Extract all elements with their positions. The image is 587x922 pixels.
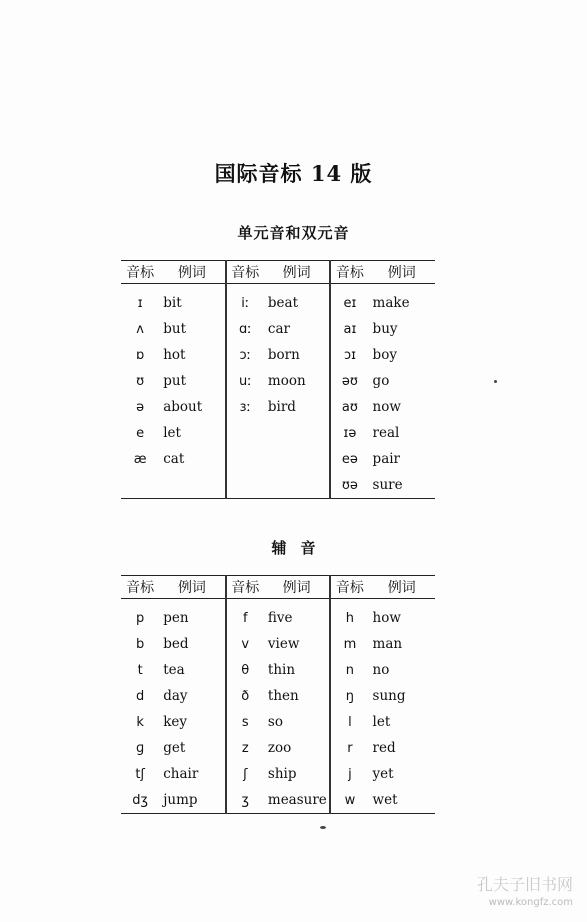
example-word: man	[372, 636, 403, 652]
phonetic-symbol: eɪ	[343, 295, 357, 311]
phonetic-symbol: ʊə	[330, 472, 368, 499]
example-word: bird	[264, 394, 330, 420]
header-example: 例词	[264, 261, 330, 284]
example-word: cat	[159, 446, 225, 472]
watermark-text: 孔夫子旧书网	[476, 875, 573, 894]
phonetic-symbol: h	[345, 610, 355, 626]
table-row	[121, 599, 435, 632]
phonetic-symbol: ŋ	[345, 688, 355, 704]
phonetic-symbol: ɑː	[238, 321, 252, 337]
example-word: jump	[159, 787, 225, 814]
phonetic-symbol: θ	[241, 662, 250, 678]
table-row	[121, 631, 435, 657]
phonetic-symbol: dʒ	[121, 787, 159, 814]
table-row	[121, 657, 435, 683]
header-example: 例词	[264, 576, 330, 599]
phonetic-symbol: b	[135, 636, 145, 652]
phonetic-symbol: ə	[136, 399, 145, 415]
consonants-table	[121, 575, 435, 814]
phonetic-symbol: æ	[133, 451, 147, 467]
phonetic-symbol: ɡ	[135, 740, 145, 756]
example-word: make	[372, 295, 410, 311]
phonetic-symbol: uː	[238, 373, 252, 389]
example-word: measure	[264, 787, 330, 814]
phonetic-symbol: t	[137, 662, 143, 678]
header-symbol: 音标	[226, 261, 264, 284]
phonetic-symbol: j	[348, 766, 352, 782]
phonetic-symbol	[226, 446, 264, 472]
example-word	[159, 472, 225, 499]
table-row	[121, 342, 435, 368]
table-row	[121, 683, 435, 709]
vowels-heading: 单元音和双元音	[237, 224, 350, 242]
example-word: now	[372, 399, 401, 415]
table-row	[121, 761, 435, 787]
example-word: chair	[159, 761, 225, 787]
example-word	[264, 472, 330, 499]
example-word: then	[264, 683, 330, 709]
example-word: born	[264, 342, 330, 368]
phonetic-symbol: d	[135, 688, 145, 704]
phonetic-symbol: ʃ	[243, 766, 248, 782]
example-word: sung	[372, 688, 406, 704]
example-word: so	[264, 709, 330, 735]
phonetic-symbol: s	[241, 714, 249, 730]
phonetic-symbol: ɒ	[135, 347, 145, 363]
example-word	[264, 420, 330, 446]
phonetic-symbol: ʊ	[136, 373, 145, 389]
phonetic-symbol: k	[136, 714, 144, 730]
example-word: beat	[264, 284, 330, 317]
phonetic-symbol: n	[345, 662, 355, 678]
ink-speck	[494, 380, 497, 383]
header-symbol: 音标	[121, 576, 159, 599]
header-symbol: 音标	[330, 261, 368, 284]
phonetic-symbol	[226, 420, 264, 446]
header-example: 例词	[159, 261, 225, 284]
phonetic-symbol: ɪə	[343, 425, 357, 441]
phonetic-symbol: r	[347, 740, 353, 756]
header-symbol: 音标	[330, 576, 368, 599]
example-word: hot	[159, 342, 225, 368]
consonants-heading: 辅音	[271, 539, 330, 557]
phonetic-symbol	[121, 472, 159, 499]
phonetic-symbol: w	[330, 787, 368, 814]
phonetic-symbol: p	[135, 610, 145, 626]
example-word: moon	[264, 368, 330, 394]
table-row	[121, 284, 435, 317]
example-word: how	[372, 610, 401, 626]
vowels-table	[121, 260, 435, 499]
phonetic-symbol: aʊ	[341, 399, 358, 415]
example-word: let	[372, 714, 391, 730]
example-word: about	[159, 394, 225, 420]
example-word: pen	[159, 599, 225, 632]
phonetic-symbol: m	[343, 636, 357, 652]
phonetic-symbol: eə	[341, 451, 358, 467]
consonants-header-row	[121, 576, 435, 599]
example-word: bed	[159, 631, 225, 657]
example-word: bit	[159, 284, 225, 317]
header-symbol: 音标	[121, 261, 159, 284]
phonetic-symbol: iː	[241, 295, 250, 311]
phonetic-symbol: aɪ	[343, 321, 357, 337]
phonetic-symbol: e	[136, 425, 145, 441]
example-word: key	[159, 709, 225, 735]
example-word: real	[372, 425, 400, 441]
table-row	[121, 446, 435, 472]
table-row	[121, 472, 435, 499]
example-word: but	[159, 316, 225, 342]
example-word: get	[159, 735, 225, 761]
example-word: buy	[372, 321, 398, 337]
example-word: yet	[372, 766, 394, 782]
phonetic-symbol: ʒ	[226, 787, 264, 814]
phonetic-symbol: ɔː	[239, 347, 252, 363]
phonetic-symbol: z	[241, 740, 249, 756]
example-word: go	[372, 373, 390, 389]
example-word	[264, 446, 330, 472]
example-word: day	[159, 683, 225, 709]
example-word: tea	[159, 657, 225, 683]
page-title: 国际音标 14 版	[214, 161, 373, 186]
table-row	[121, 316, 435, 342]
header-example: 例词	[369, 576, 435, 599]
watermark-url: www.kongfz.com	[488, 897, 573, 908]
example-word: thin	[264, 657, 330, 683]
example-word: pair	[372, 451, 401, 467]
header-example: 例词	[159, 576, 225, 599]
example-word: no	[372, 662, 390, 678]
phonetic-symbol: f	[242, 610, 248, 626]
table-row	[121, 735, 435, 761]
phonetic-symbol: ɔɪ	[343, 347, 356, 363]
phonetic-symbol: tʃ	[135, 766, 145, 782]
example-word: red	[372, 740, 396, 756]
example-word: put	[159, 368, 225, 394]
example-word: car	[264, 316, 330, 342]
header-example: 例词	[369, 261, 435, 284]
vowels-header-row	[121, 261, 435, 284]
phonetic-symbol: ɜː	[239, 399, 251, 415]
ink-speck	[320, 826, 326, 829]
example-word: let	[159, 420, 225, 446]
table-row	[121, 368, 435, 394]
phonetic-symbol: əʊ	[341, 373, 358, 389]
phonetic-symbol: v	[241, 636, 250, 652]
phonetic-symbol	[226, 472, 264, 499]
example-word: sure	[369, 472, 435, 499]
example-word: zoo	[264, 735, 330, 761]
phonetic-symbol: ɪ	[137, 295, 143, 311]
example-word: five	[264, 599, 330, 632]
example-word: wet	[369, 787, 435, 814]
table-row	[121, 420, 435, 446]
watermark	[477, 876, 573, 912]
example-word: ship	[264, 761, 330, 787]
phonetic-symbol: l	[348, 714, 352, 730]
phonetic-symbol: ð	[241, 688, 250, 704]
table-row	[121, 709, 435, 735]
example-word: view	[264, 631, 330, 657]
phonetic-symbol: ʌ	[136, 321, 144, 337]
example-word: boy	[372, 347, 397, 363]
table-row	[121, 787, 435, 814]
table-row	[121, 394, 435, 420]
header-symbol: 音标	[226, 576, 264, 599]
